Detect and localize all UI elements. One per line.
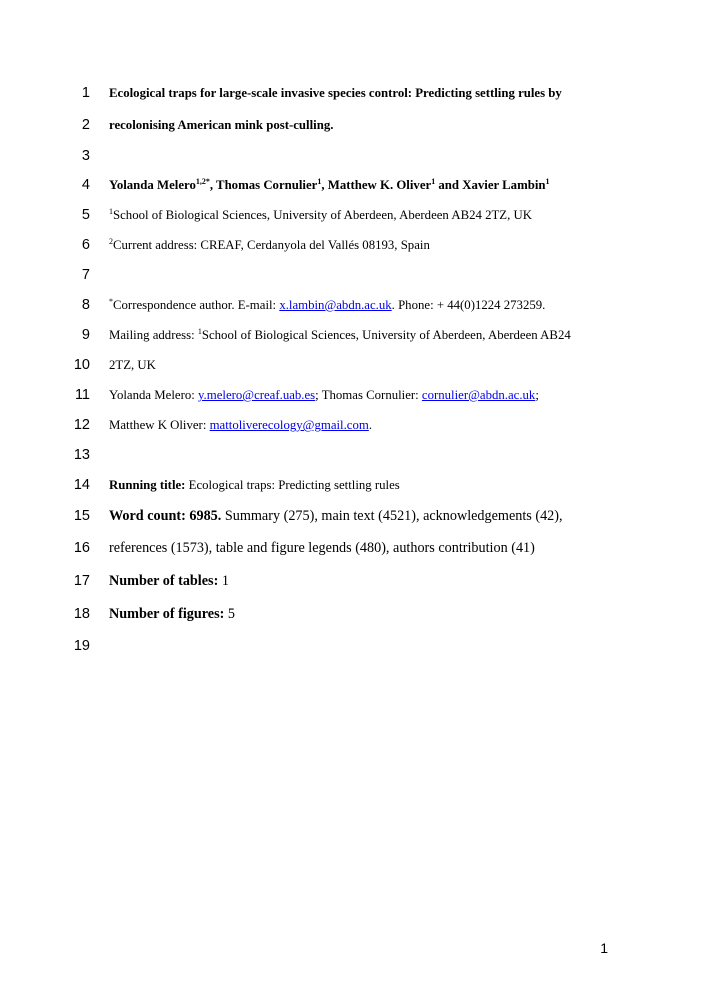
line-number: 8 bbox=[81, 297, 90, 313]
authors-line bbox=[0, 175, 707, 195]
line-number: 7 bbox=[81, 267, 90, 283]
line-row bbox=[0, 445, 707, 465]
correspondence-prefix: Correspondence author. E-mail: bbox=[113, 298, 280, 312]
author-separator: and bbox=[435, 178, 463, 192]
line-number: 9 bbox=[81, 327, 90, 343]
line-number: 1 bbox=[81, 85, 90, 101]
line-number: 4 bbox=[81, 177, 90, 193]
title-line-1 bbox=[0, 83, 707, 103]
author-name: Thomas Cornulier bbox=[216, 178, 318, 192]
running-title-value: Ecological traps: Predicting settling rules bbox=[185, 478, 400, 492]
email-label: Yolanda Melero: bbox=[109, 388, 198, 402]
author-affiliation-mark: 1 bbox=[545, 177, 550, 186]
line-number: 15 bbox=[73, 508, 90, 524]
mailing-mark: 1 bbox=[197, 327, 202, 336]
mailing-text: School of Biological Sciences, University of Aberdeen, Aberdeen AB24 bbox=[201, 328, 571, 342]
word-count-line-1 bbox=[0, 506, 707, 526]
figures-label: Number of figures: bbox=[109, 606, 225, 622]
correspondence-line bbox=[0, 295, 707, 315]
correspondence-email-link[interactable]: x.lambin@abdn.ac.uk bbox=[279, 298, 392, 312]
line-number: 16 bbox=[73, 540, 90, 556]
author-emails-line-2 bbox=[0, 415, 707, 435]
author-affiliation-mark: 1,2* bbox=[195, 177, 210, 186]
email-label: Matthew K Oliver: bbox=[109, 418, 210, 432]
word-count-breakdown: Summary (275), main text (4521), acknowledgements (42), bbox=[221, 508, 563, 524]
line-row bbox=[0, 146, 707, 166]
affiliation-mark: 2 bbox=[109, 237, 113, 246]
author-name: Matthew K. Oliver bbox=[327, 178, 432, 192]
correspondence-mark: * bbox=[109, 297, 113, 306]
word-count-line-2 bbox=[0, 538, 707, 558]
number-of-figures bbox=[109, 604, 627, 624]
line-number: 10 bbox=[73, 357, 90, 373]
line-number: 17 bbox=[73, 573, 90, 589]
word-count-label: Word count: 6985. bbox=[109, 508, 222, 524]
running-title bbox=[109, 475, 627, 495]
mailing-address bbox=[109, 325, 627, 345]
correspondence bbox=[109, 295, 627, 315]
author-name: Xavier Lambin bbox=[462, 178, 546, 192]
author-name: Yolanda Melero bbox=[109, 178, 196, 192]
title-line-2 bbox=[0, 115, 707, 135]
line-number: 6 bbox=[81, 237, 90, 253]
affiliation-text: Current address: CREAF, Cerdanyola del Vallés 08193, Spain bbox=[113, 238, 430, 252]
line-row bbox=[0, 265, 707, 285]
oliver-email-link[interactable]: mattoliverecology@gmail.com bbox=[209, 418, 369, 432]
line-row bbox=[0, 636, 707, 656]
affiliation-2 bbox=[109, 235, 627, 255]
email-separator: . bbox=[368, 418, 373, 432]
word-count bbox=[109, 506, 627, 526]
author-emails-line-1 bbox=[0, 385, 707, 405]
line-number: 2 bbox=[81, 117, 90, 133]
tables-value: 1 bbox=[218, 573, 229, 589]
tables-label: Number of tables: bbox=[109, 573, 219, 589]
author-affiliation-mark: 1 bbox=[317, 177, 322, 186]
line-number: 13 bbox=[73, 447, 90, 463]
running-title-label: Running title: bbox=[109, 478, 186, 492]
figures-line bbox=[0, 604, 707, 624]
line-number: 12 bbox=[73, 417, 90, 433]
author-separator: , bbox=[321, 178, 328, 192]
cornulier-email-link[interactable]: cornulier@abdn.ac.uk bbox=[421, 388, 536, 402]
line-number: 11 bbox=[74, 387, 90, 403]
running-title-line bbox=[0, 475, 707, 495]
affiliation-2-line bbox=[0, 235, 707, 255]
line-number: 18 bbox=[73, 606, 90, 622]
paper-title: Ecological traps for large-scale invasive species control: Predicting settling rules by bbox=[109, 86, 562, 100]
correspondence-phone: . Phone: + 44(0)1224 273259. bbox=[391, 298, 546, 312]
email-separator: ; bbox=[535, 388, 539, 402]
mailing-address-line-1 bbox=[0, 325, 707, 345]
mailing-address-continued: 2TZ, UK bbox=[109, 358, 156, 372]
number-of-tables bbox=[109, 571, 627, 591]
page-number: 1 bbox=[600, 940, 608, 956]
author-affiliation-mark: 1 bbox=[431, 177, 436, 186]
author-emails-continued bbox=[109, 415, 627, 435]
author-list bbox=[109, 175, 627, 195]
affiliation-mark: 1 bbox=[109, 207, 113, 216]
line-number: 14 bbox=[73, 477, 90, 493]
figures-value: 5 bbox=[224, 606, 235, 622]
tables-line bbox=[0, 571, 707, 591]
author-separator: , bbox=[209, 178, 217, 192]
line-number: 3 bbox=[81, 148, 90, 164]
mailing-prefix: Mailing address: bbox=[109, 328, 198, 342]
line-number: 19 bbox=[73, 638, 90, 654]
author-emails bbox=[109, 385, 627, 405]
paper-title-continued: recolonising American mink post-culling. bbox=[109, 118, 334, 132]
word-count-continued: references (1573), table and figure legends (480), authors contribution (41) bbox=[109, 540, 535, 556]
email-label: ; Thomas Cornulier: bbox=[315, 388, 422, 402]
line-number: 5 bbox=[81, 207, 90, 223]
mailing-address-line-2 bbox=[0, 355, 707, 375]
affiliation-1 bbox=[109, 205, 627, 225]
melero-email-link[interactable]: y.melero@creaf.uab.es bbox=[197, 388, 316, 402]
affiliation-1-line bbox=[0, 205, 707, 225]
affiliation-text: School of Biological Sciences, University of Aberdeen, Aberdeen AB24 2TZ, UK bbox=[113, 208, 533, 222]
